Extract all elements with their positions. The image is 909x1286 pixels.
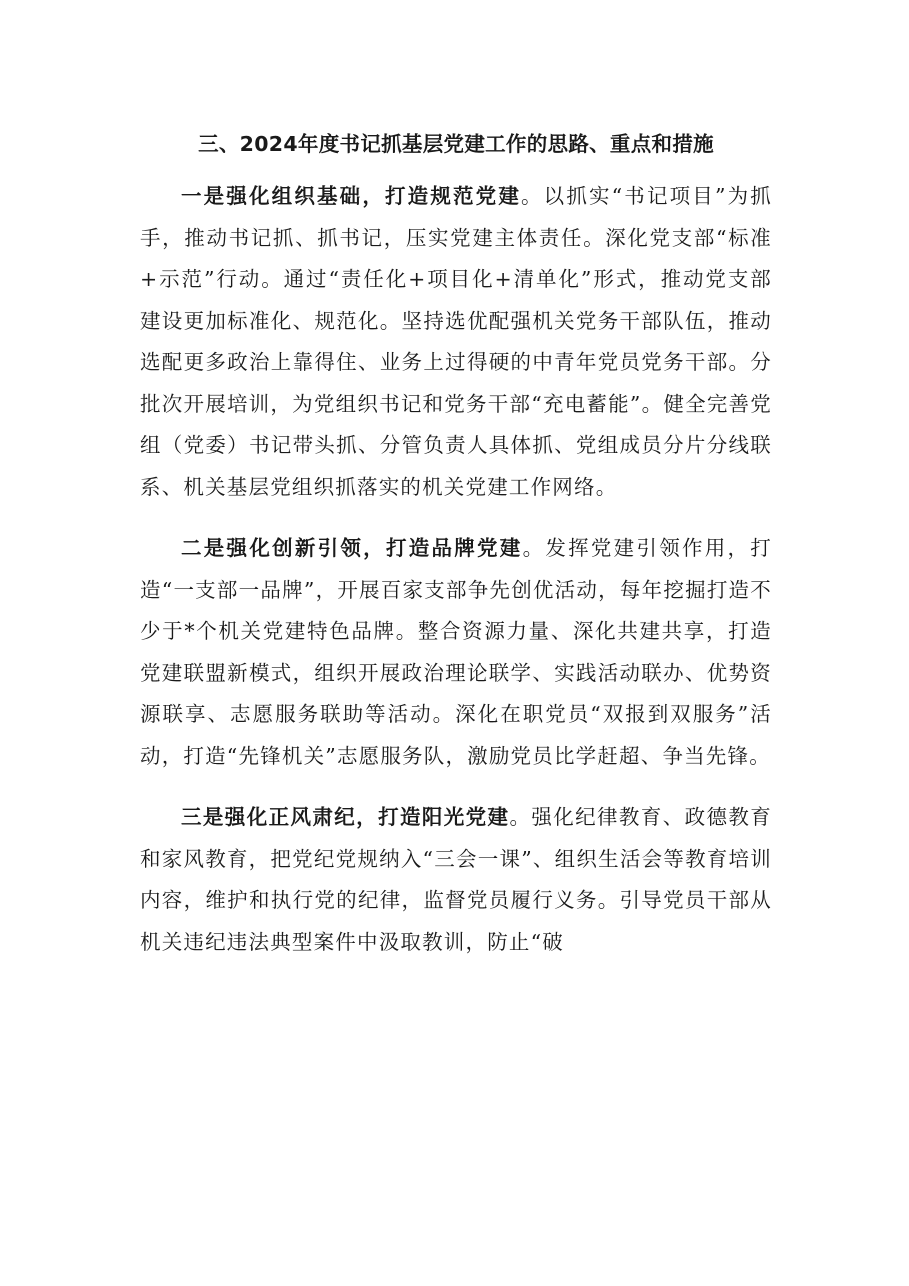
paragraph-2-body: 。发挥党建引领作用，打造“一支部一品牌”，开展百家支部争先创优活动，每年挖掘打造不少于*个机关党建特色品牌。整合资源力量、深化共建共享，打造党建联盟新模式，组织开展政治理论联学、实践活动联办、优势资源联享、志愿服务联助等活动。深化在职党员“双报到双服务”活动，打造“先锋机关”志愿服务队，激励党员比学赶超、争当先锋。 bbox=[140, 536, 772, 768]
paragraph-3 bbox=[140, 797, 772, 963]
paragraph-3-lead: 三是强化正风肃纪，打造阳光党建 bbox=[181, 805, 510, 829]
document-body bbox=[140, 118, 772, 963]
paragraph-1-body: 。以抓实“书记项目”为抓手，推动书记抓、抓书记，压实党建主体责任。深化党支部“标准+示范”行动。通过“责任化+项目化+清单化”形式，推动党支部建设更加标准化、规范化。坚持选优配强机关党务干部队伍，推动选配更多政治上靠得住、业务上过得硬的中青年党员党务干部。分批次开展培训，为党组织书记和党务干部“充电蓄能”。健全完善党组（党委）书记带头抓、分管负责人具体抓、党组成员分片分线联系、机关基层党组织抓落实的机关党建工作网络。 bbox=[140, 184, 772, 499]
paragraph-1 bbox=[140, 176, 772, 508]
paragraph-2 bbox=[140, 528, 772, 777]
paragraph-1-lead: 一是强化组织基础，打造规范党建 bbox=[181, 184, 521, 208]
paragraph-2-lead: 二是强化创新引领，打造品牌党建 bbox=[181, 536, 523, 560]
section-heading: 三、2024年度书记抓基层党建工作的思路、重点和措施 bbox=[198, 132, 714, 156]
paragraph-3-body: 。强化纪律教育、政德教育和家风教育，把党纪党规纳入“三会一课”、组织生活会等教育培训内容，维护和执行党的纪律，监督党员履行义务。引导党员干部从机关违纪违法典型案件中汲取教训，防止“破 bbox=[140, 805, 773, 954]
